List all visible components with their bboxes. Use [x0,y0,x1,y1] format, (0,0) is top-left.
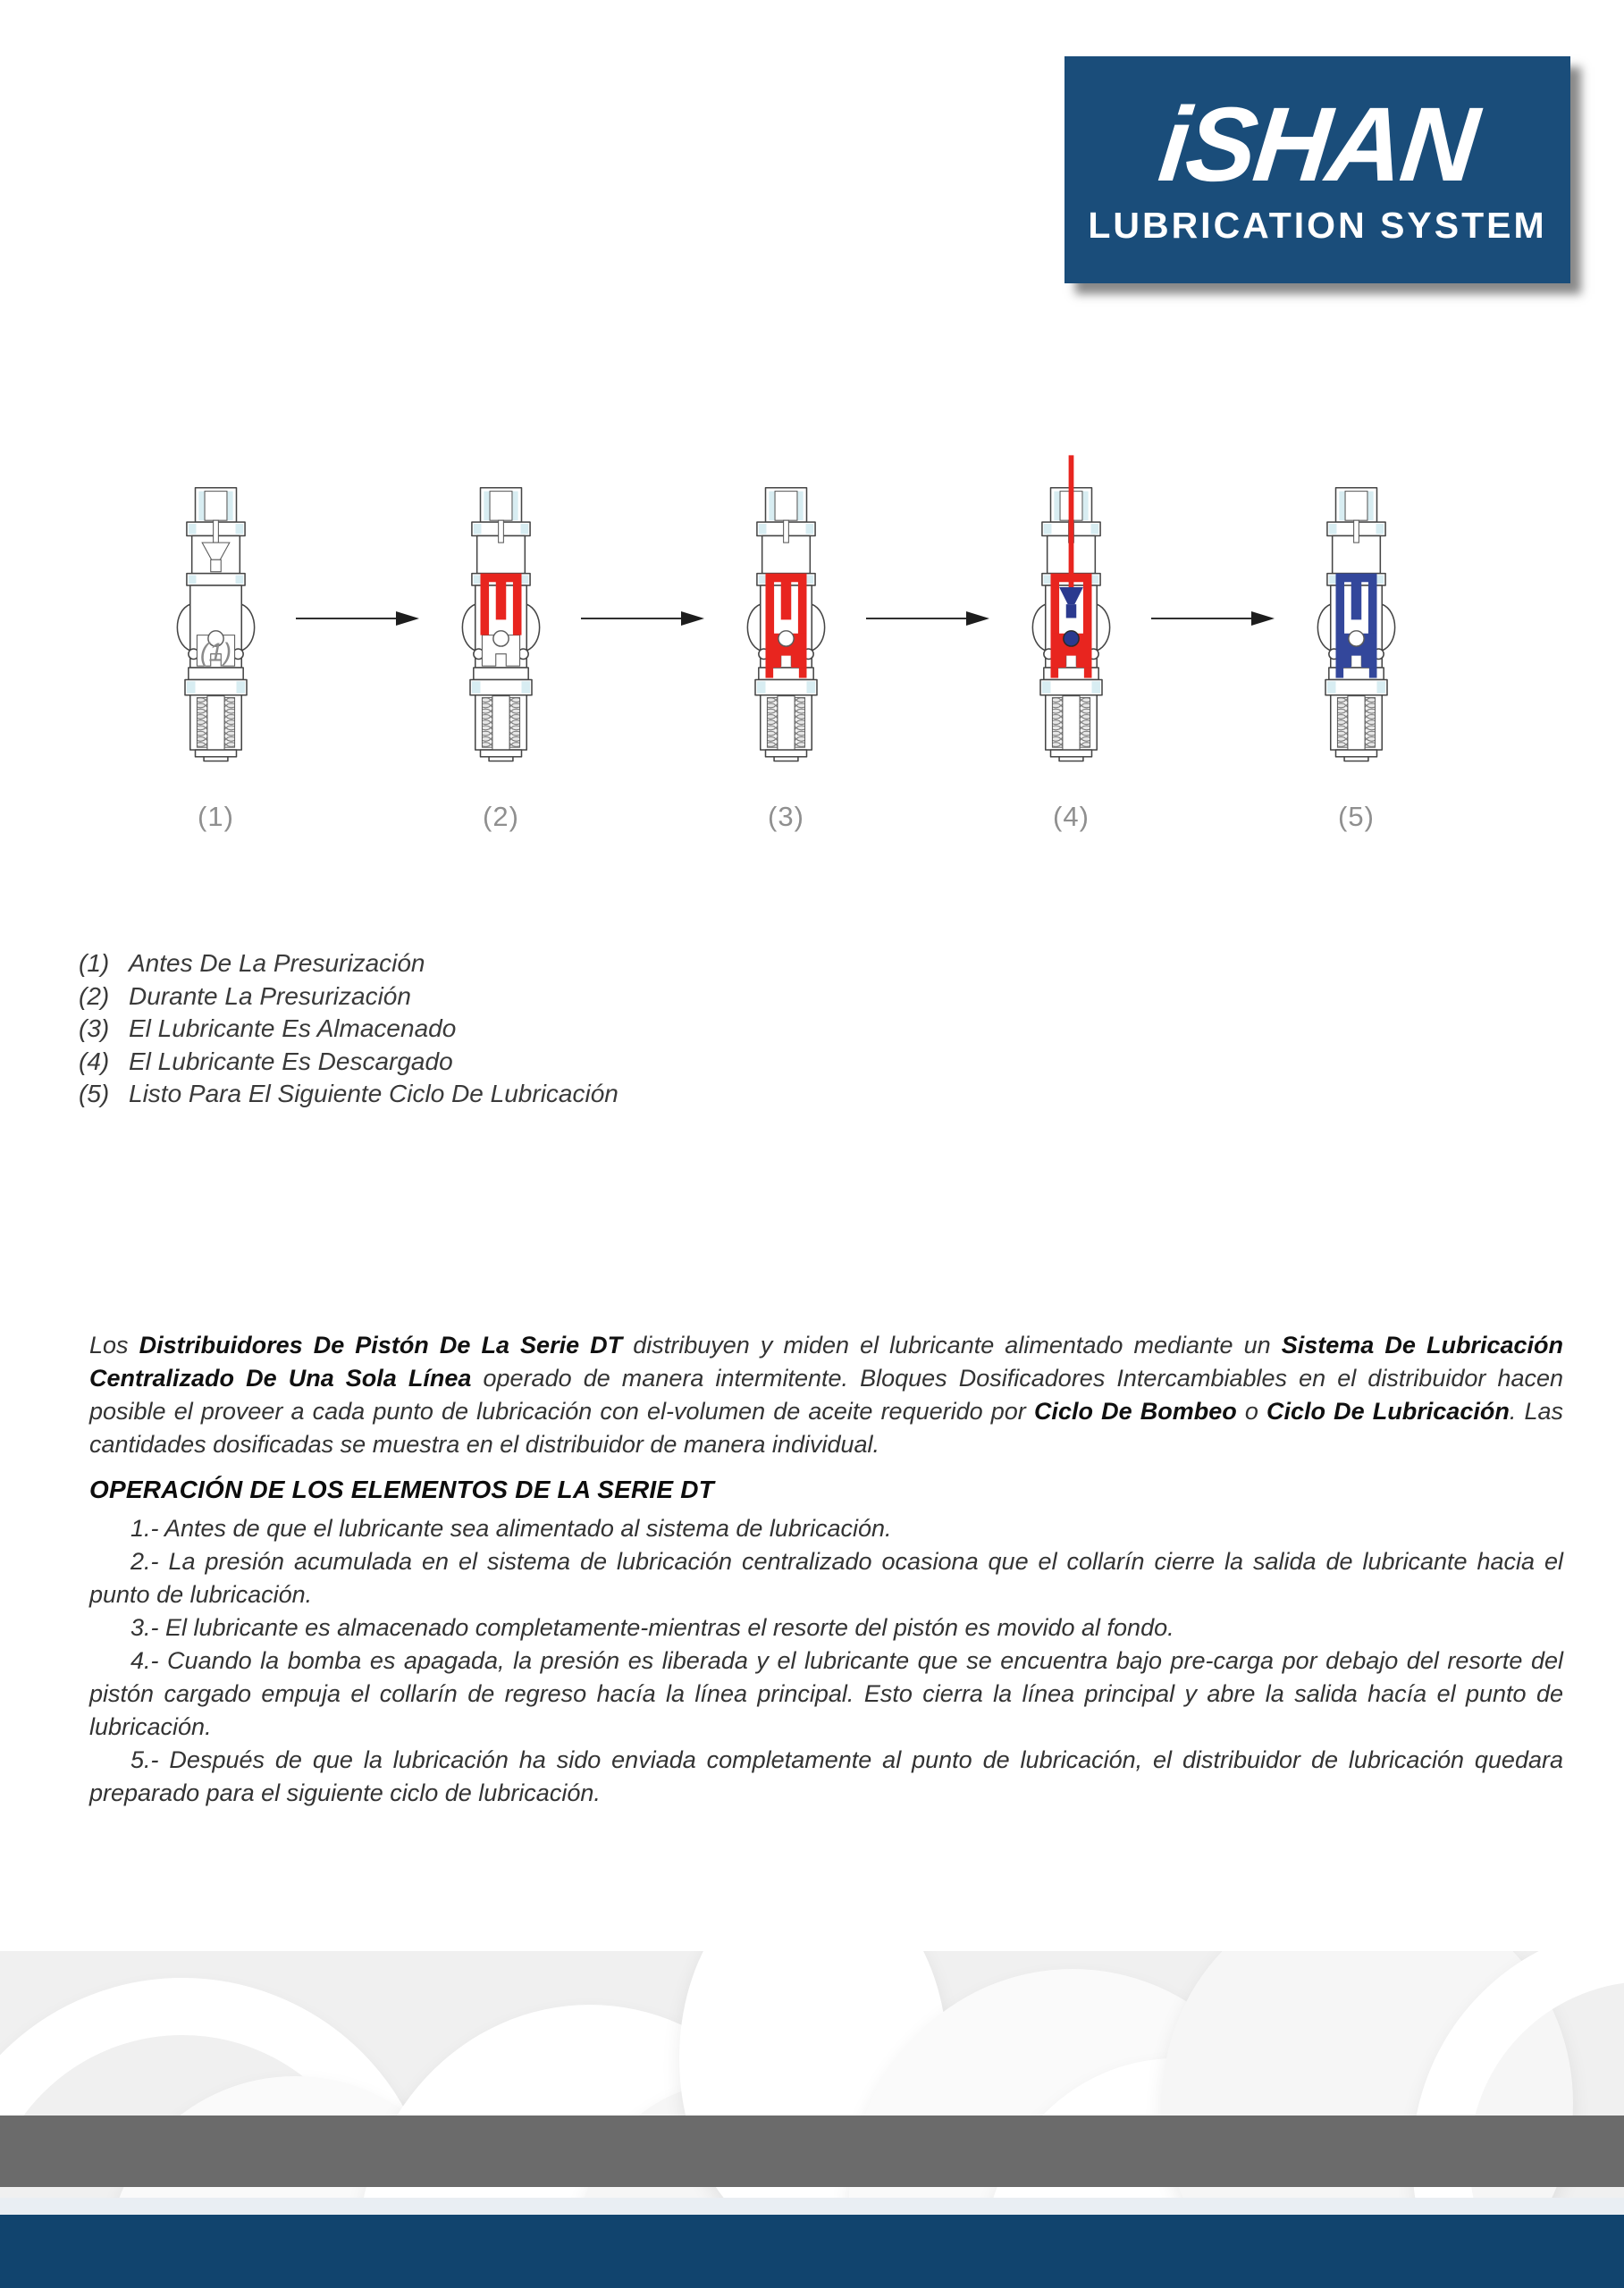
legend-text: El Lubricante Es Descargado [129,1047,453,1075]
arrow-right-icon [866,610,991,627]
operation-steps [89,1512,1563,1810]
legend-text: Durante La Presurización [129,981,411,1010]
valve-stage [1305,440,1408,774]
footer-blue-bar [0,2215,1624,2288]
stage-label: (5) [1338,801,1375,832]
footer-gray-bar [0,2116,1624,2187]
stage-label: (1) [198,801,234,832]
operation-heading: OPERACIÓN DE LOS ELEMENTOS DE LA SERIE DT [89,1476,714,1504]
valve-stage [164,440,267,774]
legend-text: Listo Para El Siguiente Ciclo De Lubricación [129,1080,618,1107]
check-ball [778,631,794,646]
legend-number: (1) [79,949,110,977]
brand-logo [1064,56,1570,283]
valve-outline [747,488,824,761]
spring-coil [509,698,520,748]
piston-distributor-diagram [164,440,267,774]
legend-number: (5) [79,1080,110,1107]
spring-coil [795,698,805,748]
arrow-right-icon [296,610,421,627]
piston-distributor-diagram [1305,440,1408,774]
valve-stage [450,440,552,774]
piston-distributor-diagram [735,440,837,774]
legend-item [79,947,618,980]
legend-item [79,1078,618,1111]
operation-step: 5.- Después de que la lubricación ha sido enviada completamente al punto de lubricación, el distribuidor de lubricación quedara preparado para el siguiente ciclo de lubricación. [89,1746,1563,1806]
valve-outline [1317,488,1394,761]
legend-text: El Lubricante Es Almacenado [129,1014,457,1042]
legend-number: (2) [79,981,110,1010]
legend-number: (3) [79,1014,110,1042]
stage-label: (3) [768,801,804,832]
operation-step: 4.- Cuando la bomba es apagada, la presión es liberada y el lubricante que se encuentra bajo pre-carga por debajo del resorte del pistón cargado empuja el collarín de regreso hacía la línea principal. Esto cierra la línea principal y abre la salida hacía el punto de lubricación. [89,1647,1563,1740]
legend-number: (4) [79,1047,110,1075]
spring-coil [224,698,235,748]
footer-light-strip [0,2198,1624,2215]
legend-item [79,1013,618,1046]
operation-step: 3.- El lubricante es almacenado completamente-mientras el resorte del pistón es movido al fondo. [130,1614,1174,1641]
spring-coil [1365,698,1376,748]
operation-step: 2.- La presión acumulada en el sistema de lubricación centralizado ocasiona que el collarín cierre la salida de lubricante hacia el punto de lubricación. [89,1548,1563,1608]
arrow-right-icon [1151,610,1276,627]
valve-stage [1020,440,1123,774]
arrow-right-icon [581,610,706,627]
stage-label: (2) [483,801,519,832]
brand-wordmark: iSHAN [1153,86,1482,205]
valve-outline [462,488,539,761]
stage-labels [164,801,1416,833]
legend-list [79,947,618,1111]
piston-distributor-diagram [1020,440,1123,774]
brand-tagline: LUBRICATION SYSTEM [1088,204,1547,246]
spring-coil [1337,698,1348,748]
spring-coil [197,698,207,748]
stage-diagram [164,440,1416,774]
valve-watermark: (1) [199,638,232,668]
spring-coil [1052,698,1063,748]
spring-coil [767,698,778,748]
spring-coil [482,698,492,748]
check-ball [1349,631,1364,646]
legend-item [79,1046,618,1079]
spring-coil [1080,698,1090,748]
check-ball [493,631,509,646]
operation-step: 1.- Antes de que el lubricante sea alimentado al sistema de lubricación. [130,1515,892,1542]
piston-distributor-diagram [450,440,552,774]
legend-text: Antes De La Presurización [129,949,425,977]
legend-item [79,980,618,1014]
check-ball [1064,631,1079,646]
valve-outline [177,488,254,761]
intro-paragraph: Los Distribuidores De Pistón De La Serie DT distribuyen y miden el lubricante alimentado mediante un Sistema De Lubricación Centralizado De Una Sola Línea operado de manera intermitente. Bloques Dosificadores Intercambiables en el distribuidor hacen posible el proveer a cada punto de lubricación con el-volumen de aceite requerido por Ciclo De Bombeo o Ciclo De Lubricación. Las cantidades dosificadas se muestra en el distribuidor de manera individual. [89,1332,1564,1458]
valve-stage [735,440,837,774]
stage-label: (4) [1053,801,1090,832]
